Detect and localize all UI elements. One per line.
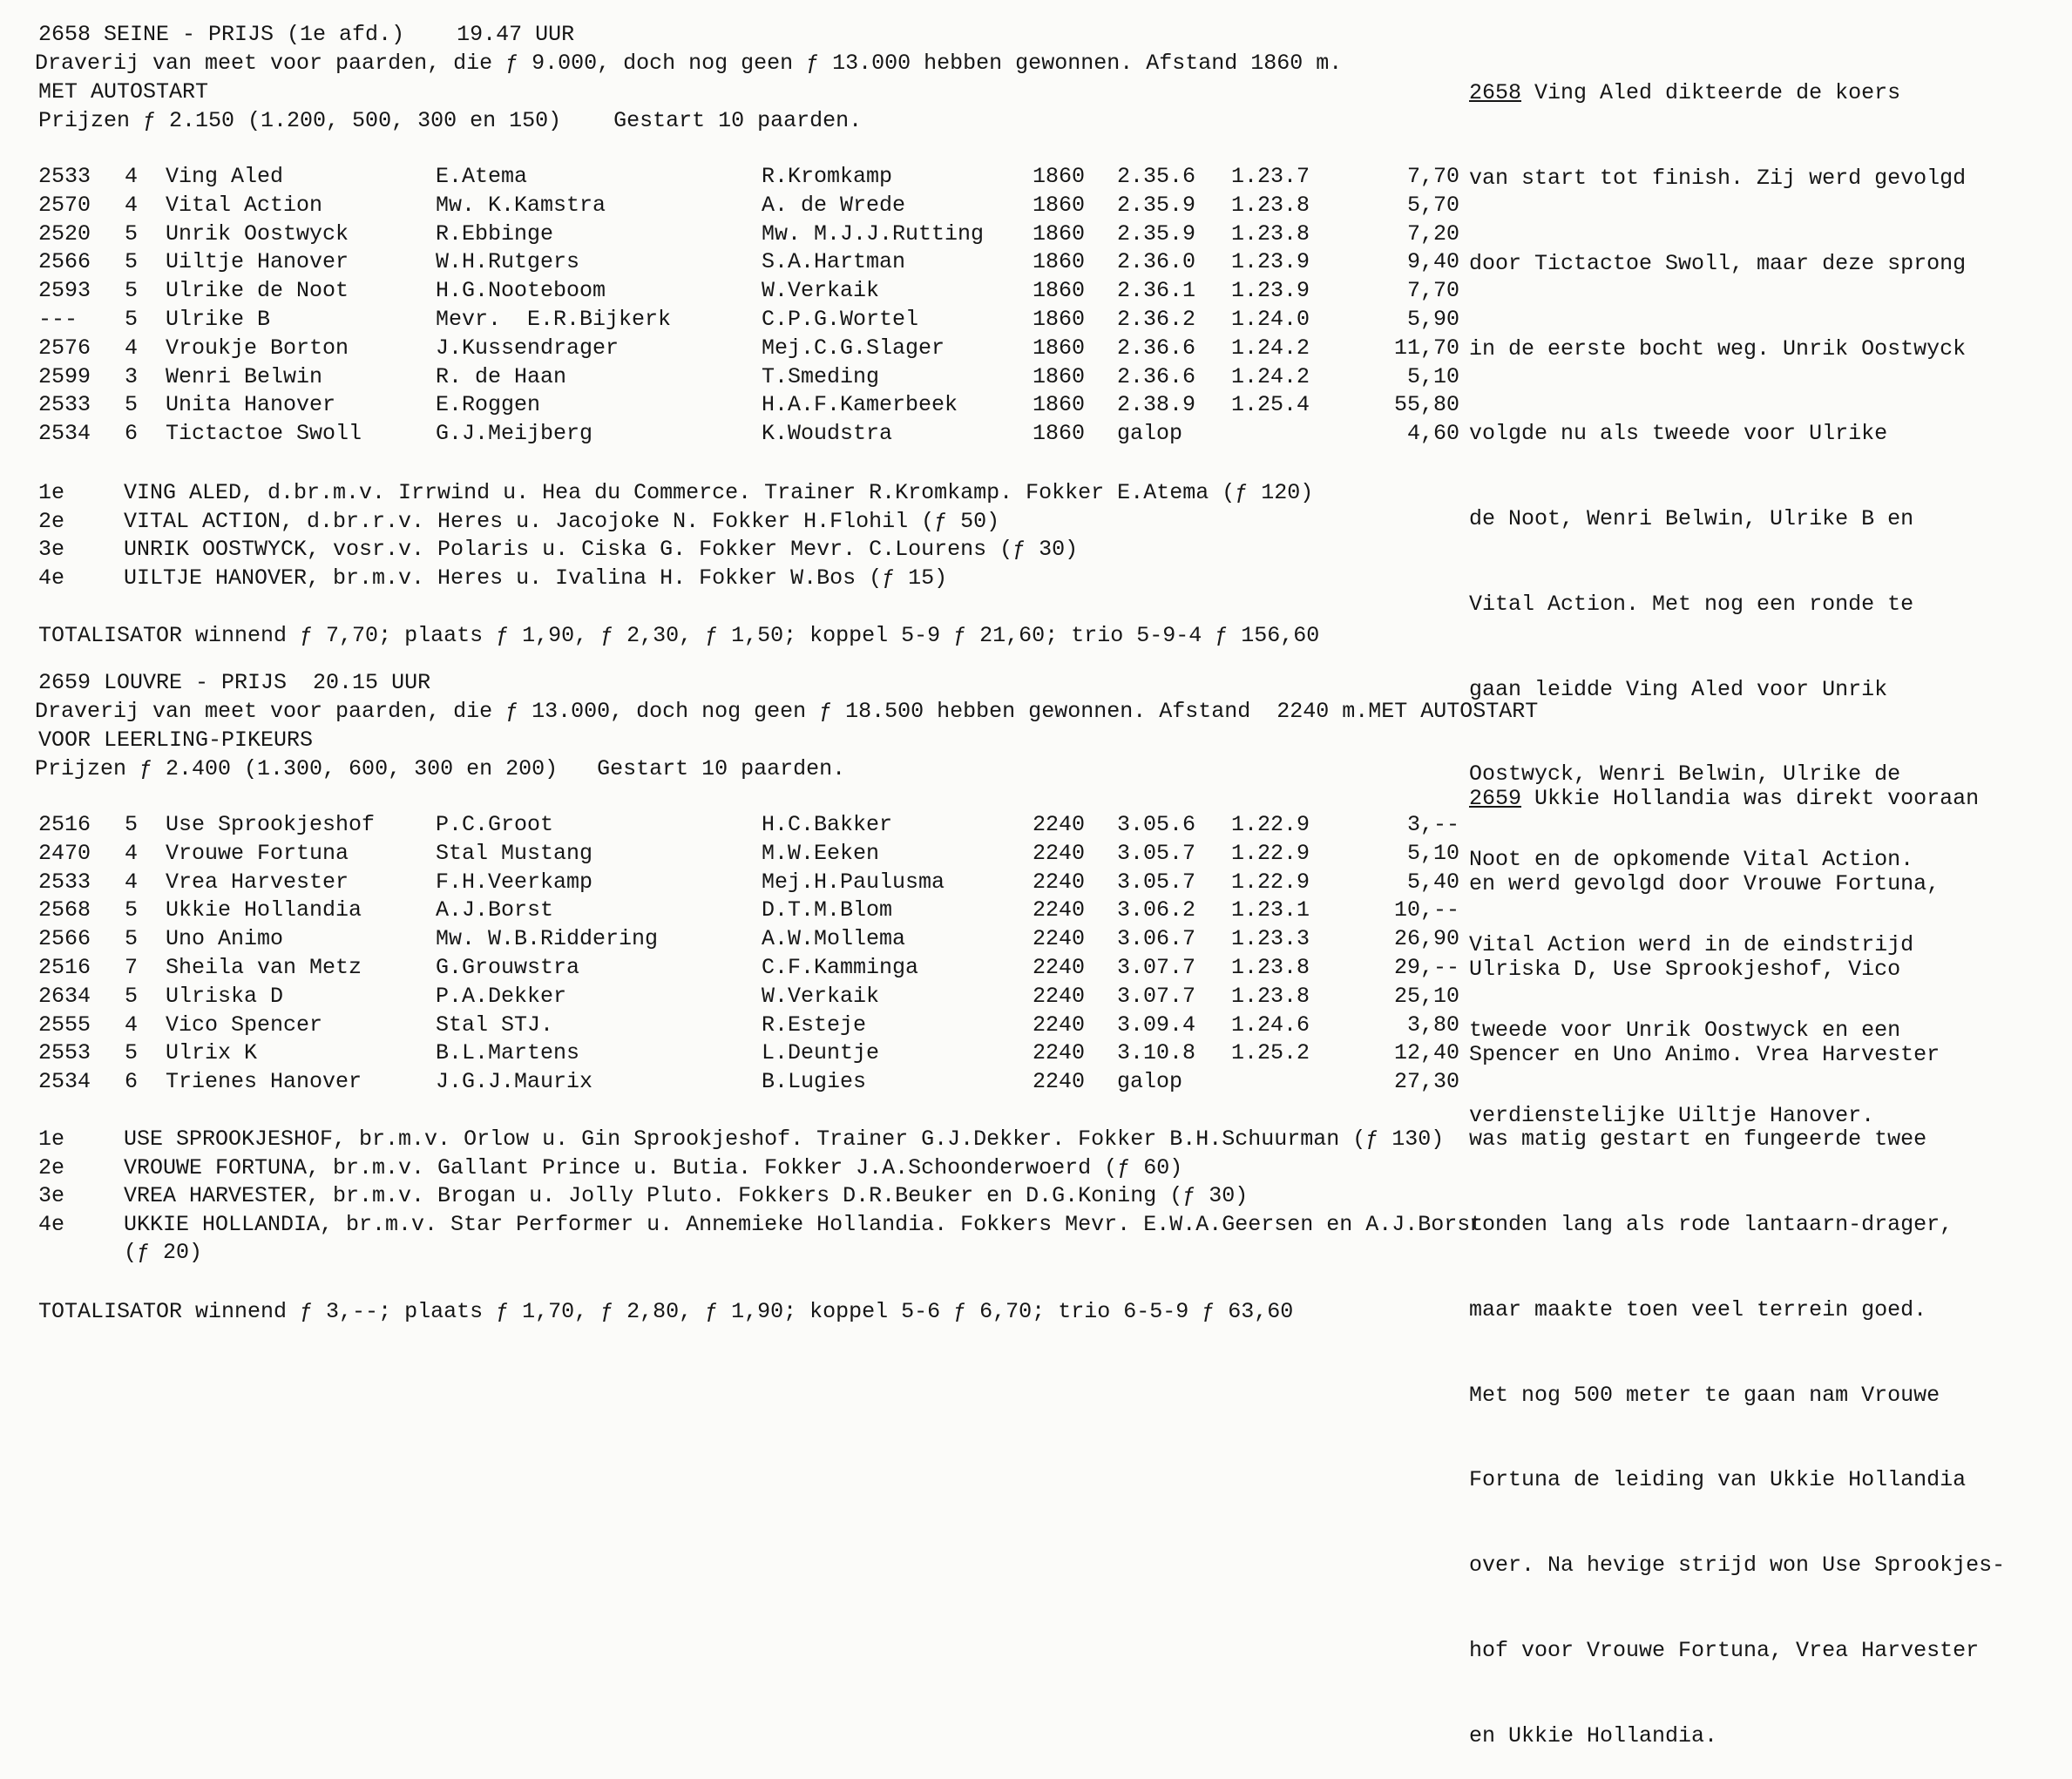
cell-prev-race: 2516	[38, 812, 91, 837]
cell-age: 5	[125, 278, 139, 304]
cell-total-time: 3.09.4	[1117, 1011, 1196, 1038]
cell-prev-race: 2634	[38, 983, 91, 1009]
cell-owner: E.Atema	[436, 164, 528, 189]
race2-comment-line: en Ukkie Hollandia.	[1469, 1722, 1718, 1749]
cell-age: 3	[125, 363, 139, 389]
cell-owner: Stal STJ.	[436, 1011, 554, 1038]
cell-distance: 2240	[1033, 869, 1086, 895]
cell-horse-name: Vroukje Borton	[166, 335, 349, 361]
cell-driver: C.F.Kamminga	[762, 955, 919, 980]
cell-prev-race: 2533	[38, 869, 91, 895]
cell-owner: Mw. W.B.Riddering	[436, 926, 659, 952]
cell-prev-race: 2566	[38, 249, 91, 275]
cell-driver: T.Smeding	[762, 363, 880, 389]
cell-km-time: 1.24.2	[1231, 363, 1310, 389]
cell-km-time: 1.25.2	[1231, 1040, 1310, 1066]
cell-km-time: 1.23.9	[1231, 249, 1310, 275]
race1-prizes: Prijzen ƒ 2.150 (1.200, 500, 300 en 150) Gestart 10 paarden.	[38, 108, 863, 133]
race2-comment-line: maar maakte toen veel terrein goed.	[1469, 1296, 1927, 1322]
race1-comment-line: de Noot, Wenri Belwin, Ulrike B en	[1469, 506, 1914, 532]
race1-comment-line: Oostwyck, Wenri Belwin, Ulrike de	[1469, 761, 1901, 788]
cell-distance: 2240	[1033, 1011, 1086, 1038]
race1-comment-line: Ving Aled dikteerde de koers	[1521, 80, 1901, 106]
placing-text: (ƒ 20)	[124, 1240, 203, 1266]
cell-odds: 10,--	[1393, 897, 1459, 923]
cell-age: 5	[125, 926, 139, 952]
cell-age: 5	[125, 897, 139, 923]
cell-km-time: 1.23.8	[1231, 983, 1310, 1009]
cell-driver: R.Kromkamp	[762, 164, 893, 189]
cell-horse-name: Use Sprookjeshof	[166, 812, 376, 837]
race2-prizes: Prijzen ƒ 2.400 (1.300, 600, 300 en 200) Gestart 10 paarden.	[35, 756, 846, 781]
cell-horse-name: Ulrix K	[166, 1040, 258, 1066]
race1-comment-line: tweede voor Unrik Oostwyck en een	[1469, 1017, 1901, 1043]
cell-prev-race: 2566	[38, 926, 91, 952]
placing-text: VROUWE FORTUNA, br.m.v. Gallant Prince u. Butia. Fokker J.A.Schoonderwoerd (ƒ 60)	[124, 1154, 1183, 1180]
cell-distance: 2240	[1033, 926, 1086, 952]
race1-comment-line: volgde nu als tweede voor Ulrike	[1469, 421, 1888, 447]
cell-driver: W.Verkaik	[762, 983, 880, 1009]
cell-distance: 1860	[1033, 249, 1086, 275]
race2-comment	[1469, 728, 2005, 1779]
cell-distance: 1860	[1033, 192, 1086, 218]
placing-text: UKKIE HOLLANDIA, br.m.v. Star Performer u. Annemieke Hollandia. Fokkers Mevr. E.W.A.Geersen en A.J.Borst	[124, 1211, 1484, 1237]
cell-driver: A.W.Mollema	[762, 926, 906, 952]
cell-distance: 1860	[1033, 335, 1086, 361]
cell-owner: J.G.J.Maurix	[436, 1069, 593, 1095]
cell-km-time: 1.23.8	[1231, 220, 1310, 247]
cell-odds: 7,70	[1406, 164, 1459, 189]
placing-rank: 4e	[38, 565, 65, 591]
cell-horse-name: Ulrike B	[166, 307, 271, 332]
cell-horse-name: Ukkie Hollandia	[166, 897, 362, 923]
placing-text: UNRIK OOSTWYCK, vosr.v. Polaris u. Ciska G. Fokker Mevr. C.Lourens (ƒ 30)	[124, 537, 1079, 563]
cell-km-time: 1.23.8	[1231, 955, 1310, 980]
cell-km-time: 1.22.9	[1231, 812, 1310, 837]
cell-age: 4	[125, 164, 139, 189]
placing-text: VREA HARVESTER, br.m.v. Brogan u. Jolly Pluto. Fokkers D.R.Beuker en D.G.Koning (ƒ 30)	[124, 1183, 1249, 1209]
cell-driver: R.Esteje	[762, 1011, 867, 1038]
race1-comment-line: verdienstelijke Uiltje Hanover.	[1469, 1102, 1875, 1128]
cell-age: 5	[125, 249, 139, 275]
cell-distance: 1860	[1033, 278, 1086, 304]
race2-comment-number: 2659	[1469, 786, 1522, 812]
cell-km-time: 1.24.0	[1231, 307, 1310, 332]
race1-totalisator: TOTALISATOR winnend ƒ 7,70; plaats ƒ 1,90, ƒ 2,30, ƒ 1,50; koppel 5-9 ƒ 21,60; trio 5-9-4 ƒ 156,60	[38, 623, 1320, 648]
race2-comment-line: hof voor Vrouwe Fortuna, Vrea Harvester	[1469, 1638, 1980, 1663]
cell-owner: G.J.Meijberg	[436, 421, 593, 447]
cell-age: 5	[125, 220, 139, 247]
cell-total-time: 2.35.6	[1117, 164, 1196, 189]
cell-prev-race: 2534	[38, 421, 91, 447]
cell-distance: 1860	[1033, 164, 1086, 189]
cell-driver: Mw. M.J.J.Rutting	[762, 220, 985, 247]
race1-comment-line: Vital Action werd in de eindstrijd	[1469, 932, 1914, 957]
cell-total-time: 2.36.6	[1117, 363, 1196, 389]
cell-odds: 5,40	[1406, 869, 1459, 895]
cell-distance: 1860	[1033, 421, 1086, 447]
cell-distance: 2240	[1033, 955, 1086, 980]
cell-driver: C.P.G.Wortel	[762, 307, 919, 332]
cell-prev-race: 2570	[38, 192, 91, 218]
cell-owner: Mw. K.Kamstra	[436, 192, 606, 218]
cell-owner: A.J.Borst	[436, 897, 554, 923]
race2-comment-line: Ukkie Hollandia was direkt vooraan	[1521, 786, 1980, 812]
cell-distance: 2240	[1033, 840, 1086, 866]
race2-comment-line: en werd gevolgd door Vrouwe Fortuna,	[1469, 870, 1940, 896]
cell-driver: W.Verkaik	[762, 278, 880, 304]
race1-comment-line: in de eerste bocht weg. Unrik Oostwyck	[1469, 335, 1967, 362]
race1-mode: MET AUTOSTART	[38, 79, 209, 105]
cell-owner: B.L.Martens	[436, 1040, 580, 1066]
cell-age: 4	[125, 869, 139, 895]
cell-odds: 5,70	[1406, 192, 1459, 218]
cell-total-time: 2.35.9	[1117, 192, 1196, 218]
cell-distance: 2240	[1033, 897, 1086, 923]
cell-total-time: 3.05.7	[1117, 840, 1196, 866]
cell-total-time: 2.36.2	[1117, 307, 1196, 332]
cell-owner: P.A.Dekker	[436, 983, 567, 1009]
cell-total-time: 2.35.9	[1117, 220, 1196, 247]
cell-odds: 5,90	[1406, 307, 1459, 332]
cell-km-time: 1.23.8	[1231, 192, 1310, 218]
cell-prev-race: 2576	[38, 335, 91, 361]
cell-horse-name: Uno Animo	[166, 926, 284, 952]
cell-prev-race: 2593	[38, 278, 91, 304]
cell-owner: W.H.Rutgers	[436, 249, 580, 275]
cell-prev-race: 2533	[38, 392, 91, 418]
cell-age: 7	[125, 955, 139, 980]
placing-rank: 1e	[38, 1126, 65, 1152]
cell-total-time: 3.07.7	[1117, 955, 1196, 980]
cell-total-time: 2.36.0	[1117, 249, 1196, 275]
cell-total-time: 3.07.7	[1117, 983, 1196, 1009]
placing-rank: 2e	[38, 508, 65, 534]
placing-rank: 3e	[38, 1183, 65, 1209]
cell-horse-name: Trienes Hanover	[166, 1069, 362, 1095]
cell-horse-name: Unita Hanover	[166, 392, 336, 418]
cell-age: 5	[125, 392, 139, 418]
race1-comment-line: Vital Action. Met nog een ronde te	[1469, 591, 1914, 617]
cell-total-time: 3.10.8	[1117, 1040, 1196, 1066]
cell-distance: 2240	[1033, 1069, 1086, 1095]
race1-comment-line: gaan leidde Ving Aled voor Unrik	[1469, 676, 1888, 702]
cell-prev-race: 2599	[38, 363, 91, 389]
cell-owner: F.H.Veerkamp	[436, 869, 593, 895]
cell-km-time: 1.23.3	[1231, 926, 1310, 952]
cell-horse-name: Vrouwe Fortuna	[166, 840, 349, 866]
cell-driver: D.T.M.Blom	[762, 897, 893, 923]
race2-comment-line: Ulriska D, Use Sprookjeshof, Vico	[1469, 956, 1901, 982]
cell-age: 4	[125, 1011, 139, 1038]
cell-age: 5	[125, 812, 139, 837]
race2-comment-line: ronden lang als rode lantaarn-drager,	[1469, 1212, 1954, 1238]
cell-driver: M.W.Eeken	[762, 840, 880, 866]
cell-odds: 3,--	[1406, 812, 1459, 837]
cell-distance: 1860	[1033, 307, 1086, 332]
cell-age: 4	[125, 192, 139, 218]
cell-horse-name: Wenri Belwin	[166, 363, 323, 389]
cell-prev-race: 2520	[38, 220, 91, 247]
cell-odds: 3,80	[1406, 1011, 1459, 1038]
cell-odds: 26,90	[1393, 926, 1459, 952]
race1-comment-number: 2658	[1469, 80, 1522, 106]
cell-age: 4	[125, 335, 139, 361]
cell-driver: H.C.Bakker	[762, 812, 893, 837]
cell-odds: 7,70	[1406, 278, 1459, 304]
cell-owner: Mevr. E.R.Bijkerk	[436, 307, 672, 332]
cell-age: 4	[125, 840, 139, 866]
cell-prev-race: 2534	[38, 1069, 91, 1095]
cell-prev-race: 2516	[38, 955, 91, 980]
cell-age: 5	[125, 983, 139, 1009]
cell-owner: R. de Haan	[436, 363, 567, 389]
cell-odds: 4,60	[1406, 421, 1459, 447]
cell-prev-race: 2568	[38, 897, 91, 923]
cell-distance: 2240	[1033, 1040, 1086, 1066]
cell-age: 5	[125, 307, 139, 332]
cell-distance: 2240	[1033, 812, 1086, 837]
placing-rank: 1e	[38, 480, 65, 505]
cell-odds: 9,40	[1406, 249, 1459, 275]
cell-total-time: 2.36.6	[1117, 335, 1196, 361]
race2-comment-line: was matig gestart en fungeerde twee	[1469, 1126, 1927, 1153]
cell-distance: 1860	[1033, 363, 1086, 389]
cell-total-time: 3.05.7	[1117, 869, 1196, 895]
cell-horse-name: Unrik Oostwyck	[166, 220, 349, 247]
race2-mode: VOOR LEERLING-PIKEURS	[38, 727, 314, 753]
cell-odds: 5,10	[1406, 840, 1459, 866]
cell-driver: K.Woudstra	[762, 421, 893, 447]
cell-distance: 1860	[1033, 392, 1086, 418]
race1-title: 2658 SEINE - PRIJS (1e afd.) 19.47 UUR	[38, 22, 575, 47]
cell-total-time: 2.38.9	[1117, 392, 1196, 418]
cell-prev-race: 2533	[38, 164, 91, 189]
cell-driver: Mej.C.G.Slager	[762, 335, 945, 361]
cell-odds: 25,10	[1393, 983, 1459, 1009]
cell-prev-race: 2470	[38, 840, 91, 866]
cell-horse-name: Ulriska D	[166, 983, 284, 1009]
cell-km-time: 1.24.6	[1231, 1011, 1310, 1038]
race1-comment-line: Noot en de opkomende Vital Action.	[1469, 847, 1914, 873]
cell-odds: 12,40	[1393, 1040, 1459, 1066]
cell-horse-name: Ving Aled	[166, 164, 284, 189]
cell-driver: H.A.F.Kamerbeek	[762, 392, 958, 418]
cell-prev-race: ---	[38, 307, 78, 332]
cell-total-time: 3.06.7	[1117, 926, 1196, 952]
cell-km-time: 1.25.4	[1231, 392, 1310, 418]
cell-distance: 1860	[1033, 220, 1086, 247]
cell-horse-name: Uiltje Hanover	[166, 249, 349, 275]
placing-rank: 3e	[38, 537, 65, 563]
cell-owner: J.Kussendrager	[436, 335, 620, 361]
race1-comment-line: van start tot finish. Zij werd gevolgd	[1469, 165, 1967, 191]
cell-owner: H.G.Nooteboom	[436, 278, 606, 304]
cell-km-time: 1.24.2	[1231, 335, 1310, 361]
cell-prev-race: 2555	[38, 1011, 91, 1038]
cell-distance: 2240	[1033, 983, 1086, 1009]
cell-driver: B.Lugies	[762, 1069, 867, 1095]
placing-rank: 4e	[38, 1211, 65, 1237]
cell-total-time: 3.05.6	[1117, 812, 1196, 837]
cell-driver: L.Deuntje	[762, 1040, 880, 1066]
cell-km-time: 1.22.9	[1231, 869, 1310, 895]
cell-age: 6	[125, 1069, 139, 1095]
cell-owner: R.Ebbinge	[436, 220, 554, 247]
cell-odds: 11,70	[1393, 335, 1459, 361]
cell-km-time: 1.23.7	[1231, 164, 1310, 189]
cell-km-time: 1.23.9	[1231, 278, 1310, 304]
cell-horse-name: Sheila van Metz	[166, 955, 362, 980]
cell-horse-name: Vital Action	[166, 192, 323, 218]
race2-totalisator: TOTALISATOR winnend ƒ 3,--; plaats ƒ 1,70, ƒ 2,80, ƒ 1,90; koppel 5-6 ƒ 6,70; trio 6-5-9 ƒ 63,60	[38, 1299, 1294, 1324]
cell-horse-name: Ulrike de Noot	[166, 278, 349, 304]
cell-horse-name: Vico Spencer	[166, 1011, 323, 1038]
cell-horse-name: Tictactoe Swoll	[166, 421, 362, 447]
cell-prev-race: 2553	[38, 1040, 91, 1066]
race1-description: Draverij van meet voor paarden, die ƒ 9.000, doch nog geen ƒ 13.000 hebben gewonnen. Afstand 1860 m.	[35, 51, 1343, 76]
placing-text: UILTJE HANOVER, br.m.v. Heres u. Ivalina H. Fokker W.Bos (ƒ 15)	[124, 565, 948, 591]
race1-comment-line: door Tictactoe Swoll, maar deze sprong	[1469, 250, 1967, 276]
cell-total-time: galop	[1117, 1069, 1183, 1095]
cell-odds: 55,80	[1393, 392, 1459, 418]
race2-comment-line: Met nog 500 meter te gaan nam Vrouwe	[1469, 1382, 1940, 1408]
race2-comment-line: Fortuna de leiding van Ukkie Hollandia	[1469, 1467, 1967, 1493]
placing-text: VING ALED, d.br.m.v. Irrwind u. Hea du Commerce. Trainer R.Kromkamp. Fokker E.Atema (ƒ 120)	[124, 480, 1314, 505]
cell-driver: Mej.H.Paulusma	[762, 869, 945, 895]
cell-total-time: galop	[1117, 421, 1183, 447]
cell-age: 6	[125, 421, 139, 447]
cell-driver: S.A.Hartman	[762, 249, 906, 275]
cell-owner: P.C.Groot	[436, 812, 554, 837]
cell-driver: A. de Wrede	[762, 192, 906, 218]
race2-description: Draverij van meet voor paarden, die ƒ 13.000, doch nog geen ƒ 18.500 hebben gewonnen. Afstand 2240 m.MET AUTOSTART	[35, 699, 1539, 724]
race2-comment-line: over. Na hevige strijd won Use Sprookjes-	[1469, 1552, 2006, 1579]
race2-title: 2659 LOUVRE - PRIJS 20.15 UUR	[38, 670, 431, 695]
cell-owner: E.Roggen	[436, 392, 541, 418]
cell-owner: G.Grouwstra	[436, 955, 580, 980]
cell-age: 5	[125, 1040, 139, 1066]
cell-horse-name: Vrea Harvester	[166, 869, 349, 895]
cell-total-time: 3.06.2	[1117, 897, 1196, 923]
race2-comment-line: Spencer en Uno Animo. Vrea Harvester	[1469, 1041, 1940, 1067]
cell-odds: 7,20	[1406, 220, 1459, 247]
cell-km-time: 1.22.9	[1231, 840, 1310, 866]
placing-text: VITAL ACTION, d.br.r.v. Heres u. Jacojoke N. Fokker H.Flohil (ƒ 50)	[124, 508, 1000, 534]
cell-odds: 29,--	[1393, 955, 1459, 980]
cell-total-time: 2.36.1	[1117, 278, 1196, 304]
cell-odds: 27,30	[1393, 1069, 1459, 1095]
placing-text: USE SPROOKJESHOF, br.m.v. Orlow u. Gin Sprookjeshof. Trainer G.J.Dekker. Fokker B.H.Schuurman (ƒ 130)	[124, 1126, 1445, 1152]
placing-rank: 2e	[38, 1154, 65, 1180]
cell-owner: Stal Mustang	[436, 840, 593, 866]
cell-km-time: 1.23.1	[1231, 897, 1310, 923]
cell-odds: 5,10	[1406, 363, 1459, 389]
